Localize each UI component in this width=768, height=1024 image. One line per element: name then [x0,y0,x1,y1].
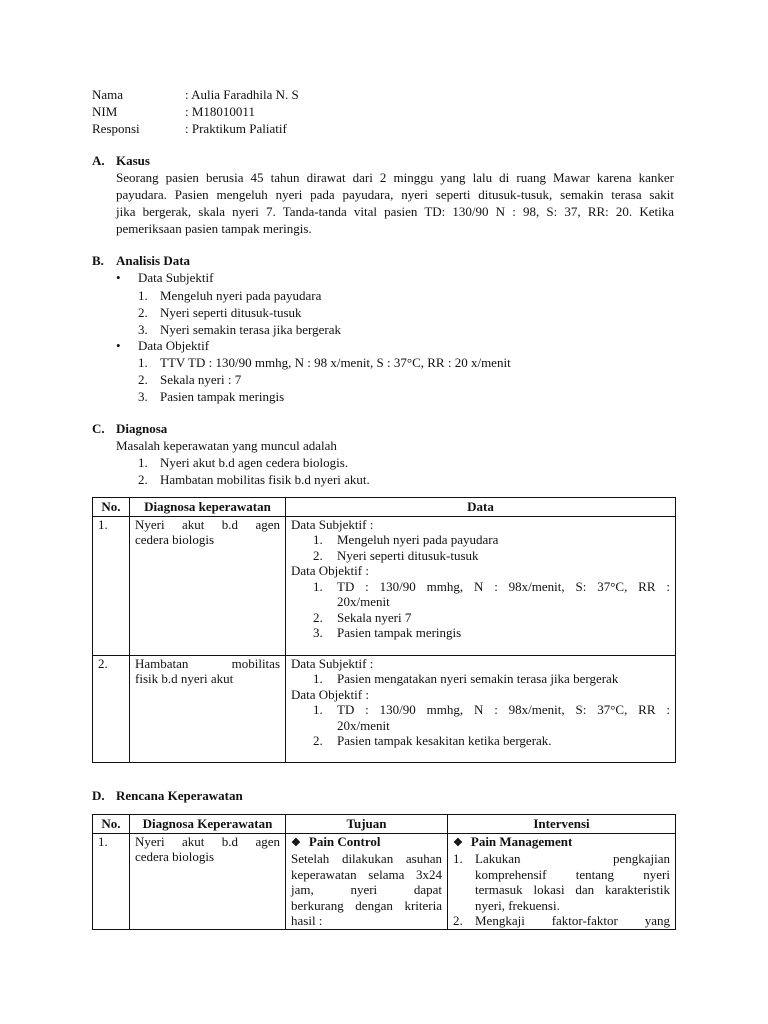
list-item: 1. Mengeluh nyeri pada payudara [313,532,499,547]
list-item: 1. TD : 130/90 mmhg, N : 98x/menit, S: 37°C, RR : 20x/menit [313,578,670,609]
case-line: Seorang pasien berusia 45 tahun dirawat dari 2 minggu yang lalu di ruang Mawar karena kanker [116,170,674,185]
section-a-heading [92,153,150,169]
subjektif-bullet [116,270,213,286]
bullet-icon: • [116,338,121,353]
section-b-heading [92,253,190,269]
table-row [93,516,676,655]
objektif-bullet [116,338,209,354]
section-a-title: Kasus [116,153,150,168]
section-c-letter: C. [92,421,105,436]
section-c-title: Diagnosa [116,421,168,436]
section-a-letter: A. [92,153,105,168]
section-d-heading [92,788,243,804]
table-header-row [93,815,676,834]
list-item: 3. Nyeri semakin terasa jika bergerak [138,322,341,337]
row-diagnosa: Hambatan mobilitas fisik b.d nyeri akut [130,655,286,762]
case-line: pemeriksaan pasien tampak meringis. [116,221,312,236]
header-diagnosa: Diagnosa Keperawatan [130,815,286,834]
list-item: 2. Pasien tampak kesakitan ketika bergerak. [313,733,552,748]
diagnosa-intro: Masalah keperawatan yang muncul adalah [116,438,337,453]
nim-value: : M18010011 [185,104,255,119]
list-item: 1. TD : 130/90 mmhg, N : 98x/menit, S: 37°C, RR : 20x/menit [313,702,670,733]
list-item: 1. TTV TD : 130/90 mmhg, N : 98 x/menit, S : 37°C, RR : 20 x/menit [138,355,511,370]
row-no: 1. [93,833,130,929]
name-value: : Aulia Faradhila N. S [185,87,299,102]
section-c-heading [92,421,167,437]
objektif-label: Data Objektif [138,338,210,353]
obj-label: Data Objektif : [291,686,369,702]
row-diagnosa: Nyeri akut b.d agen cedera biologis [130,833,286,929]
header-tujuan: Tujuan [286,815,448,834]
header-intervensi: Intervensi [448,815,676,834]
header-no: No. [93,815,130,834]
subjektif-label: Data Subjektif [138,270,214,285]
row-no: 1. [93,516,130,655]
header-data: Data [286,498,676,517]
list-item: 2. Hambatan mobilitas fisik b.d nyeri akut. [138,472,370,487]
section-d-title: Rencana Keperawatan [116,788,243,803]
list-item: 2. Nyeri seperti ditusuk-tusuk [138,305,302,320]
row-no: 2. [93,655,130,762]
diamond-bullet-icon: ❖ [291,836,301,849]
subj-label: Data Subjektif : [291,655,374,671]
nim-label: NIM [92,104,118,119]
header-no: No. [93,498,130,517]
list-item: 1. Mengeluh nyeri pada payudara [138,288,322,303]
list-item: 1. Nyeri akut b.d agen cedera biologis. [138,455,349,470]
rencana-table [92,814,676,930]
row-intervensi [448,833,676,929]
list-item: 1. Lakukan pengkajian komprehensif tentang nyeri termasuk lokasi dan karakteristik nyeri, frekuensi. [453,851,670,913]
row-tujuan: ❖ Pain Control Setelah dilakukan asuhan keperawatan selama 3x24 jam, nyeri dapat berkurang dengan kriteria hasil : [286,833,448,929]
tujuan-title: ❖ Pain Control [291,833,381,849]
table-header-row [93,498,676,517]
row-data [286,655,676,762]
section-d-letter: D. [92,788,105,803]
list-item: 2. Sekala nyeri : 7 [138,372,242,387]
list-item: 2. Sekala nyeri 7 [313,609,412,625]
obj-label: Data Objektif : [291,563,369,578]
responsi-label: Responsi [92,121,140,136]
case-line: payudara. Pasien mengeluh nyeri pada payudara, nyeri seperti ditusuk-tusuk, semakin terasa sakit [116,187,674,202]
section-b-title: Analisis Data [116,253,191,268]
case-line: jika bergerak, skala nyeri 7. Tanda-tanda vital pasien TD: 130/90 N : 98, S: 37, RR: 20. Ketika [116,204,674,219]
subj-label: Data Subjektif : [291,516,374,532]
section-b-letter: B. [92,253,104,268]
row-data [286,516,676,655]
diagnosa-table [92,497,676,763]
intervensi-title: ❖ Pain Management [453,833,573,849]
name-label: Nama [92,87,124,102]
table-row [93,833,676,929]
list-item: 3. Pasien tampak meringis [313,625,462,640]
list-item: 2. Nyeri seperti ditusuk-tusuk [313,547,479,563]
list-item: 3. Pasien tampak meringis [138,389,285,404]
list-item: 2. Mengkaji faktor-faktor yang [453,913,670,928]
list-item: 1. Pasien mengatakan nyeri semakin terasa jika bergerak [313,671,619,686]
responsi-value: : Praktikum Paliatif [185,121,287,136]
header-diagnosa: Diagnosa keperawatan [130,498,286,517]
diamond-bullet-icon: ❖ [453,836,463,849]
bullet-icon: • [116,270,121,285]
table-row [93,655,676,762]
row-diagnosa: Nyeri akut b.d agen cedera biologis [130,516,286,655]
